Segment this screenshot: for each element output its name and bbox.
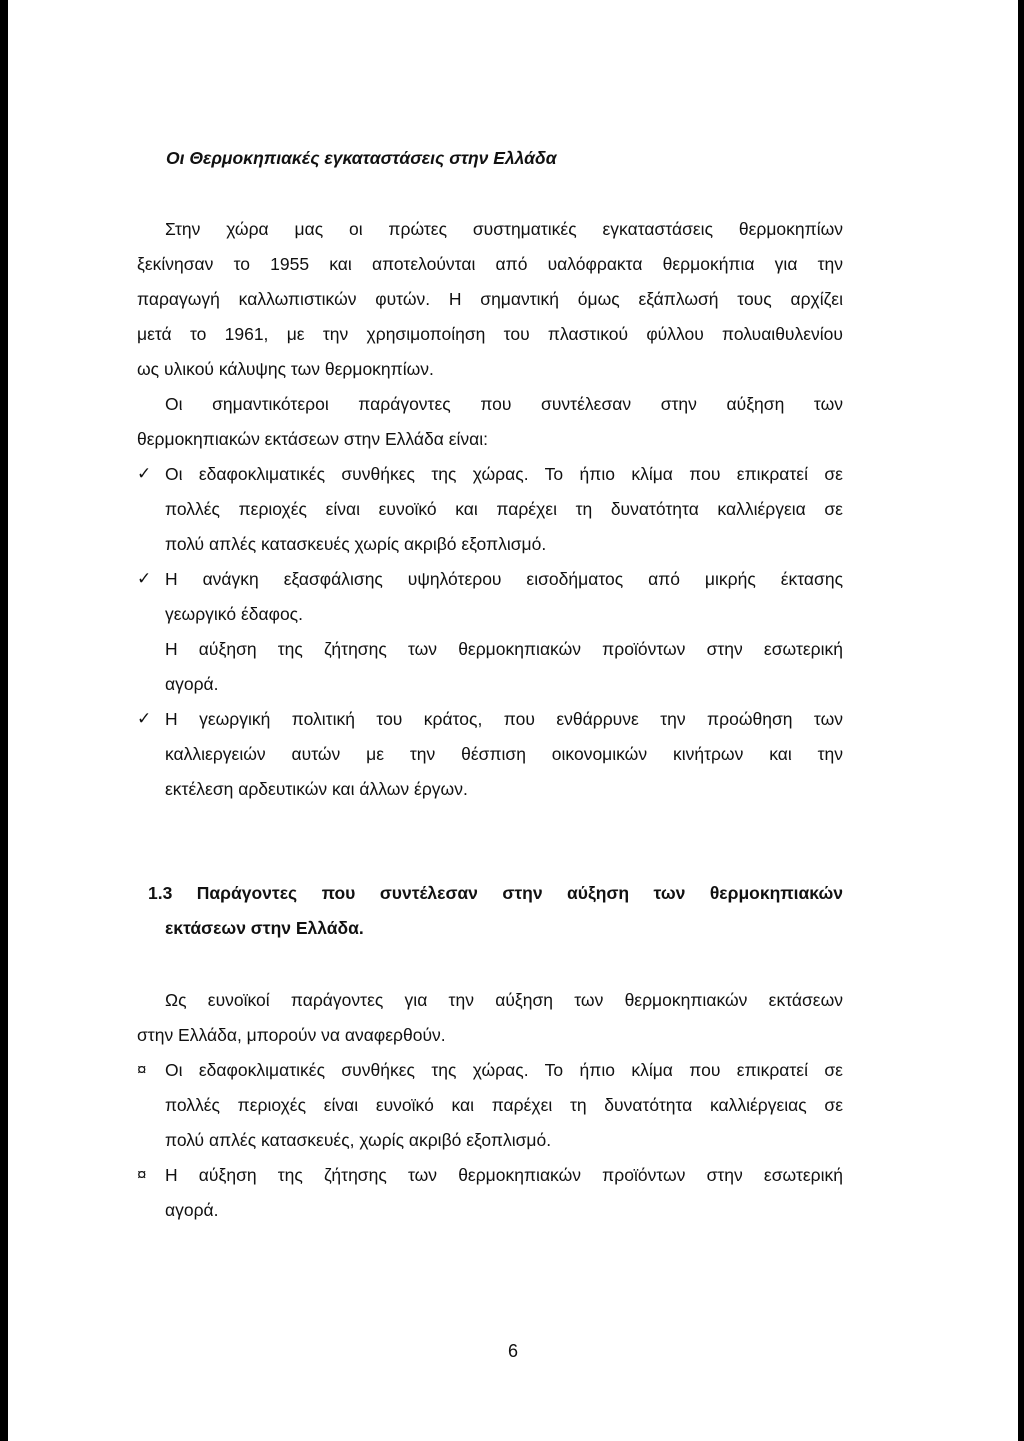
list-item-line: αγορά. <box>165 1200 219 1220</box>
list-item-line: πολύ απλές κατασκευές, χωρίς ακριβό εξοπλισμό. <box>165 1130 552 1150</box>
list-item-line: πολλές περιοχές είναι ευνοϊκό και παρέχει τη δυνατότητα καλλιέργειας σε <box>165 1095 843 1115</box>
paragraph-line: ξεκίνησαν το 1955 και αποτελούνται από υαλόφρακτα θερμοκήπια για την <box>137 254 843 274</box>
list-item-line: Οι εδαφοκλιματικές συνθήκες της χώρας. Το ήπιο κλίμα που επικρατεί σε <box>165 1060 843 1080</box>
document-page <box>8 0 1018 1441</box>
page-number: 6 <box>507 1341 518 1361</box>
paragraph-line: Ως ευνοϊκοί παράγοντες για την αύξηση των θερμοκηπιακών εκτάσεων <box>165 990 843 1010</box>
bullet-line: γεωργικό έδαφος. <box>165 604 303 624</box>
bullet-line: αγορά. <box>165 674 219 694</box>
bullet-line: Η γεωργική πολιτική του κράτος, που ενθάρρυνε την προώθηση των <box>165 709 843 729</box>
currency-sign-icon: ¤ <box>137 1060 147 1079</box>
bullet-line: Οι εδαφοκλιματικές συνθήκες της χώρας. Το ήπιο κλίμα που επικρατεί σε <box>165 464 843 484</box>
checkmark-icon: ✓ <box>137 464 152 483</box>
section-heading: εκτάσεων στην Ελλάδα. <box>165 918 364 938</box>
checkmark-icon: ✓ <box>137 709 152 728</box>
bullet-line: εκτέλεση αρδευτικών και άλλων έργων. <box>165 779 468 799</box>
paragraph-line: Στην χώρα μας οι πρώτες συστηματικές εγκαταστάσεις θερμοκηπίων <box>165 219 843 239</box>
paragraph-line: ως υλικού κάλυψης των θερμοκηπίων. <box>137 359 434 379</box>
paragraph-line: στην Ελλάδα, μπορούν να αναφερθούν. <box>137 1025 446 1045</box>
section-heading: 1.3 Παράγοντες που συντέλεσαν στην αύξηση των θερμοκηπιακών <box>148 883 843 903</box>
bullet-line: Η αύξηση της ζήτησης των θερμοκηπιακών προϊόντων στην εσωτερική <box>165 639 843 659</box>
list-item-line: Η αύξηση της ζήτησης των θερμοκηπιακών προϊόντων στην εσωτερική <box>165 1165 843 1185</box>
paragraph-line: παραγωγή καλλωπιστικών φυτών. Η σημαντική όμως εξάπλωσή τους αρχίζει <box>137 289 843 309</box>
bullet-line: Η ανάγκη εξασφάλισης υψηλότερου εισοδήματος από μικρής έκτασης <box>165 569 843 589</box>
checkmark-icon: ✓ <box>137 569 152 588</box>
bullet-line: πολύ απλές κατασκευές χωρίς ακριβό εξοπλισμό. <box>165 534 547 554</box>
paragraph-line: μετά το 1961, με την χρησιμοποίηση του πλαστικού φύλλου πολυαιθυλενίου <box>137 324 843 344</box>
document-heading: Οι Θερμοκηπιακές εγκαταστάσεις στην Ελλάδα <box>166 148 557 168</box>
currency-sign-icon: ¤ <box>137 1165 147 1184</box>
paragraph-line: Οι σημαντικότεροι παράγοντες που συντέλεσαν στην αύξηση των <box>165 394 843 414</box>
paragraph-line: θερμοκηπιακών εκτάσεων στην Ελλάδα είναι: <box>137 429 488 449</box>
bullet-line: πολλές περιοχές είναι ευνοϊκό και παρέχει τη δυνατότητα καλλιέργεια σε <box>165 499 843 519</box>
bullet-line: καλλιεργειών αυτών με την θέσπιση οικονομικών κινήτρων και την <box>165 744 843 764</box>
